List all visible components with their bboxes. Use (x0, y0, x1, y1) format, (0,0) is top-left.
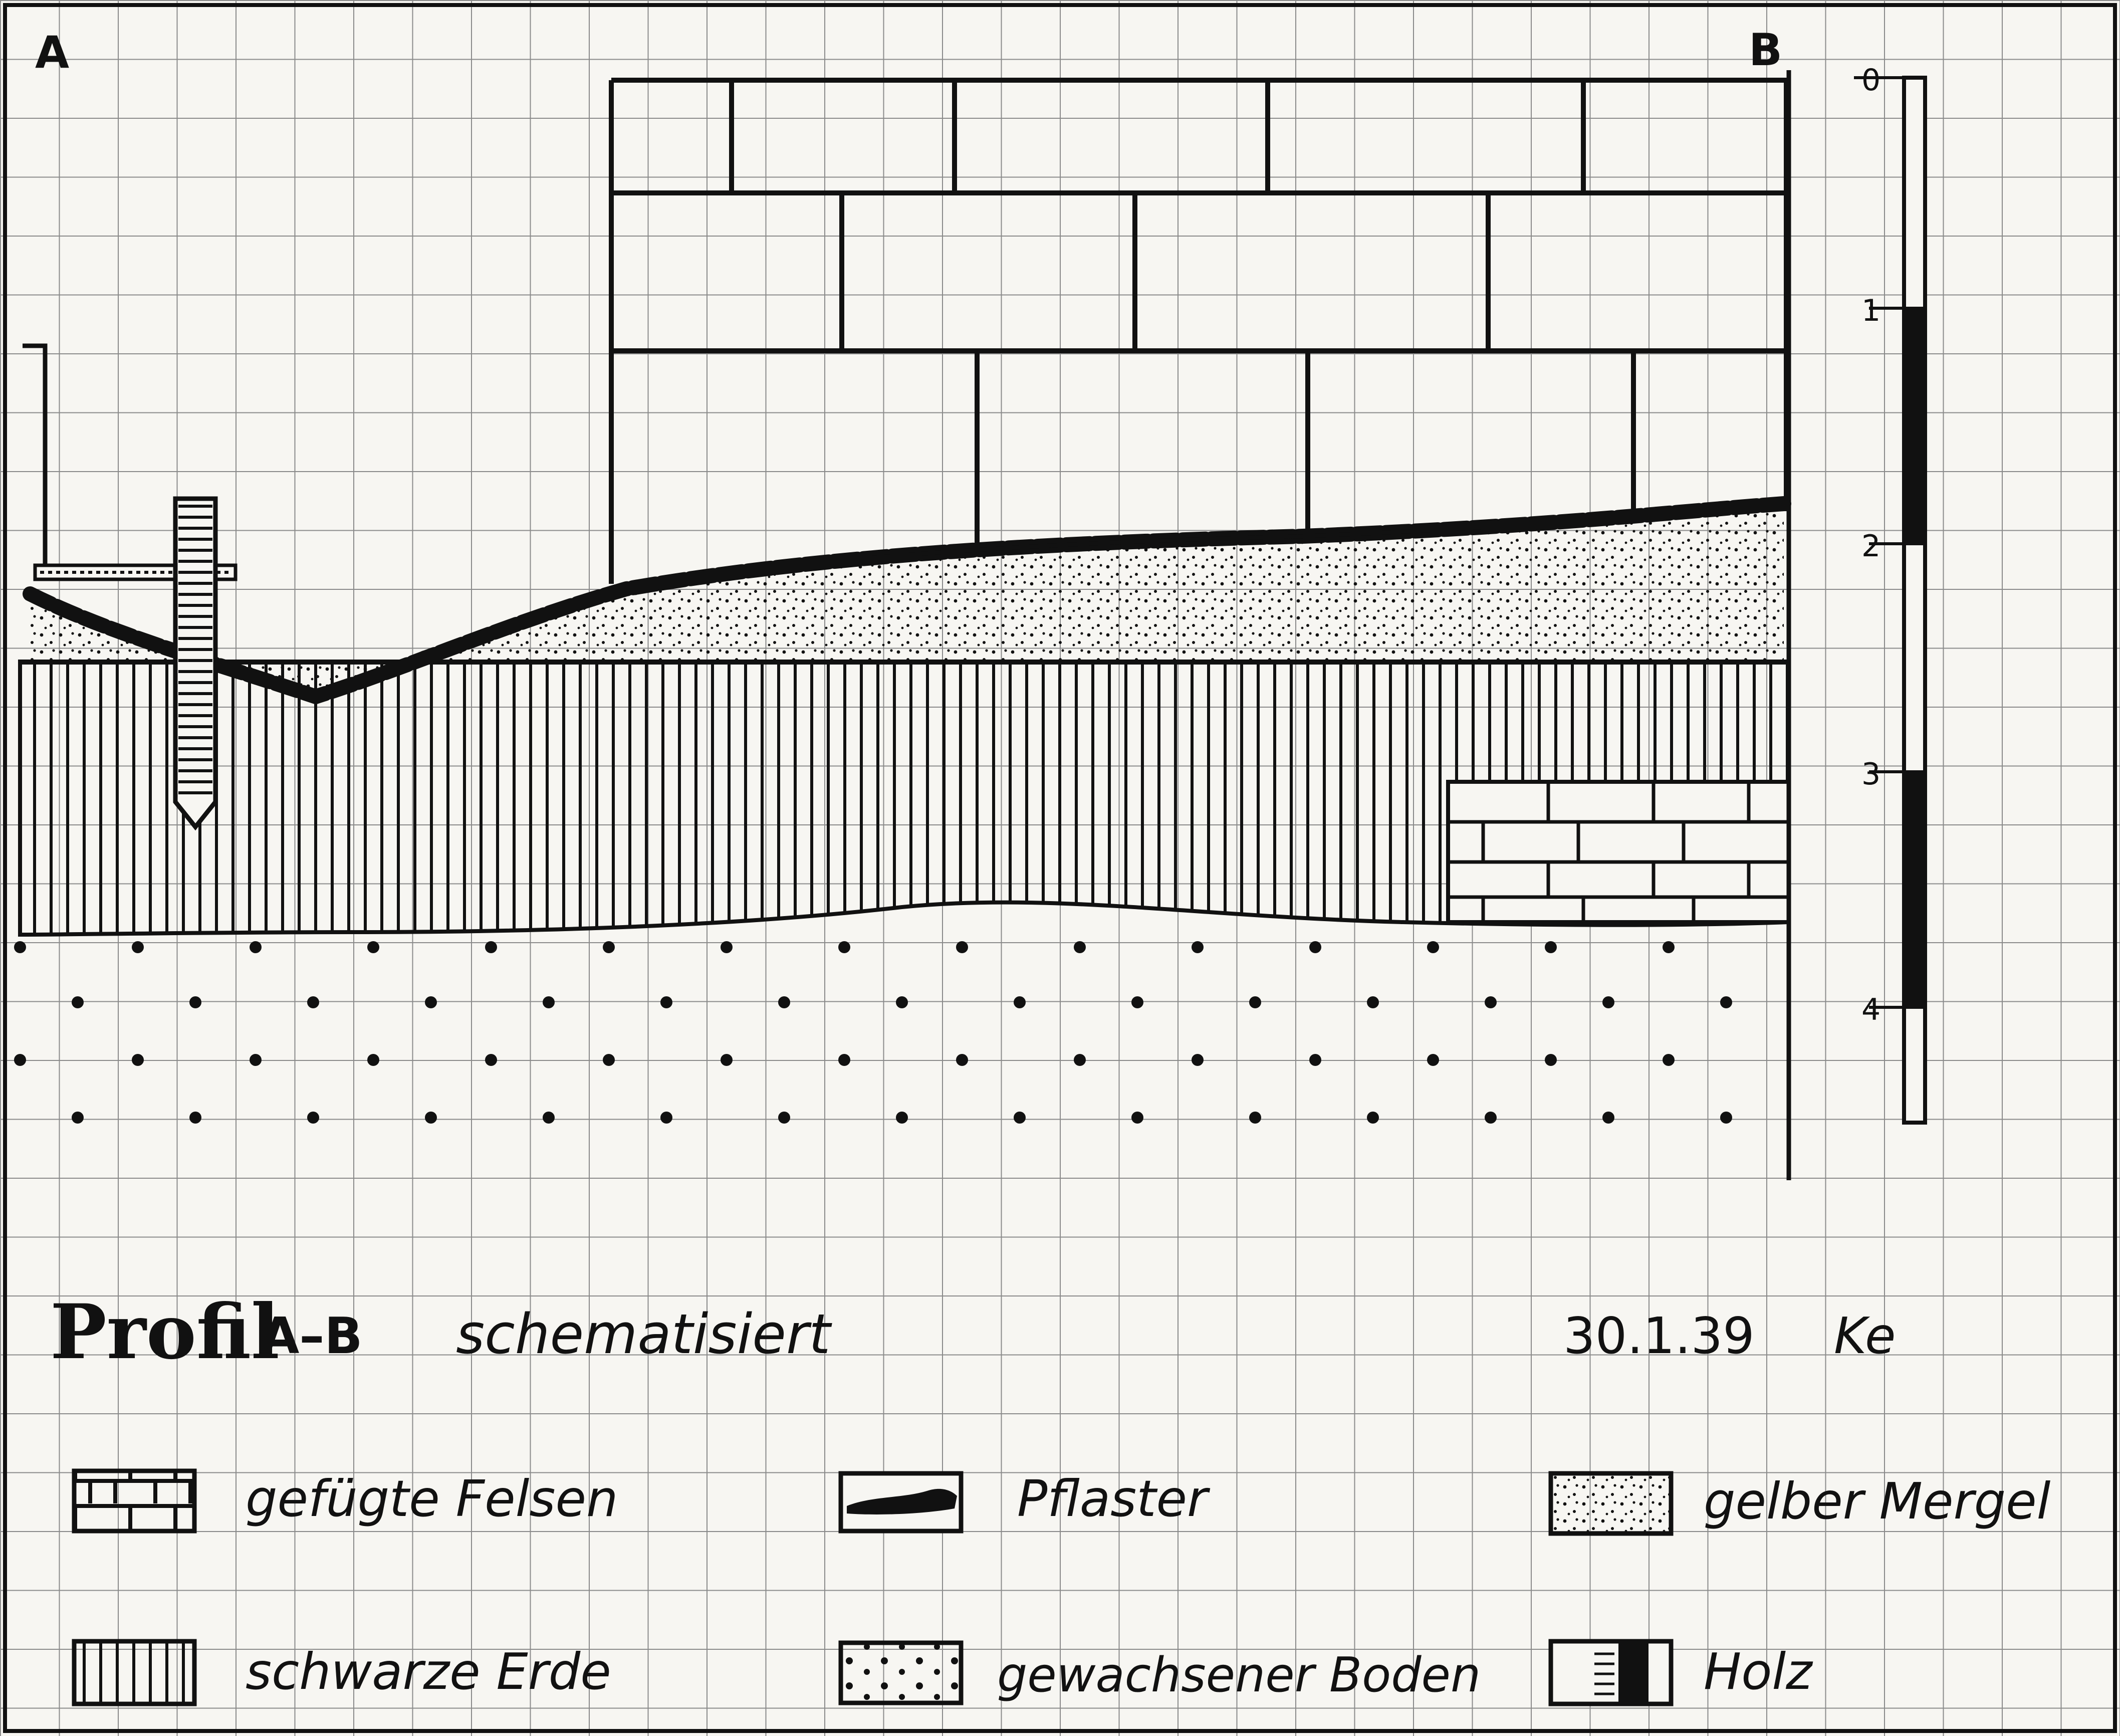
title-profil: Profil (50, 1288, 280, 1376)
soil-dot (1074, 941, 1086, 953)
soil-dot (1309, 941, 1321, 953)
soil-dot (1545, 941, 1557, 953)
soil-dot (367, 1054, 379, 1066)
soil-dot (1720, 996, 1732, 1008)
soil-dot (132, 1054, 144, 1066)
soil-dot (1663, 1054, 1675, 1066)
title-date: 30.1.39 (1563, 1307, 1755, 1365)
legend-item-rock (74, 1469, 618, 1531)
soil-dot (543, 996, 555, 1008)
soil-dot (1602, 996, 1614, 1008)
soil-dot (660, 1112, 672, 1124)
soil-dot (14, 941, 26, 953)
soil-dot (1367, 1112, 1379, 1124)
soil-dot (425, 996, 437, 1008)
soil-dot (1663, 941, 1675, 953)
soil-dot (1602, 1112, 1614, 1124)
soil-dot (956, 941, 968, 953)
soil-dot (1192, 1054, 1204, 1066)
scale-segment-1-2 (1904, 308, 1925, 544)
soil-dot (1014, 996, 1026, 1008)
soil-dot (956, 1054, 968, 1066)
soil-dot (1131, 1112, 1143, 1124)
soil-dot (1192, 941, 1204, 953)
soil-dot (425, 1112, 437, 1124)
soil-dot (1131, 996, 1143, 1008)
legend-item-earth (74, 1641, 611, 1704)
soil-dot (485, 1054, 497, 1066)
scale-tick-0: 0 (1861, 63, 1881, 98)
legend-swatch-soil (841, 1643, 961, 1703)
legend-label-rock: gefügte Felsen (246, 1469, 618, 1528)
legend-swatch-rock (74, 1471, 194, 1531)
soil-dot (367, 941, 379, 953)
soil-dot (189, 1112, 201, 1124)
title-section: A–B (261, 1307, 363, 1365)
soil-dot (896, 1112, 908, 1124)
legend-label-earth: schwarze Erde (246, 1642, 611, 1701)
soil-dot (1545, 1054, 1557, 1066)
scale-segment-3-4 (1904, 772, 1925, 1007)
legend-label-wood: Holz (1704, 1642, 1812, 1701)
soil-dot (1074, 1054, 1086, 1066)
soil-dot (778, 996, 790, 1008)
soil-dot (1485, 996, 1497, 1008)
legend-label-marl: gelber Mergel (1704, 1472, 2051, 1531)
title-note: schematisiert (456, 1302, 831, 1366)
soil-dot (838, 941, 850, 953)
soil-dot (307, 996, 319, 1008)
soil-dot (1427, 1054, 1439, 1066)
legend-item-soil (841, 1643, 1481, 1703)
scale-tick-3: 3 (1861, 757, 1881, 792)
soil-dot (307, 1112, 319, 1124)
scale-tick-2: 2 (1861, 529, 1881, 564)
legend-label-pavement: Pflaster (1017, 1469, 1208, 1528)
soil-dot (132, 941, 144, 953)
soil-dot (778, 1112, 790, 1124)
soil-dot (250, 941, 262, 953)
scale-tick-1: 1 (1861, 293, 1881, 328)
soil-dot (543, 1112, 555, 1124)
legend-item-pavement (841, 1469, 1211, 1531)
soil-dot (14, 1054, 26, 1066)
soil-dot (603, 941, 615, 953)
legend-label-soil: gewachsener Boden (997, 1648, 1481, 1703)
soil-dot (896, 996, 908, 1008)
rock-block-lower-right (1448, 782, 1789, 922)
soil-dot (721, 941, 733, 953)
scale-tick-4: 4 (1861, 992, 1881, 1027)
point-label-a: A (35, 27, 70, 78)
soil-dot (1485, 1112, 1497, 1124)
legend-swatch-marl (1551, 1473, 1671, 1534)
soil-dot (72, 1112, 84, 1124)
soil-dot (838, 1054, 850, 1066)
soil-dot (250, 1054, 262, 1066)
wood-stake (175, 499, 215, 827)
soil-dot (1249, 996, 1261, 1008)
legend-item-marl (1551, 1472, 2051, 1534)
soil-dot (603, 1054, 615, 1066)
legend-swatch-earth (74, 1641, 194, 1704)
soil-dot (1367, 996, 1379, 1008)
soil-dot (1249, 1112, 1261, 1124)
soil-dot (485, 941, 497, 953)
soil-dot (1720, 1112, 1732, 1124)
soil-dot (1309, 1054, 1321, 1066)
soil-dot (660, 996, 672, 1008)
soil-dot (72, 996, 84, 1008)
soil-dot (721, 1054, 733, 1066)
title-initials: Ke (1834, 1307, 1896, 1365)
soil-dot (1014, 1112, 1026, 1124)
soil-dot (1427, 941, 1439, 953)
point-label-b: B (1749, 24, 1783, 76)
soil-dot (189, 996, 201, 1008)
